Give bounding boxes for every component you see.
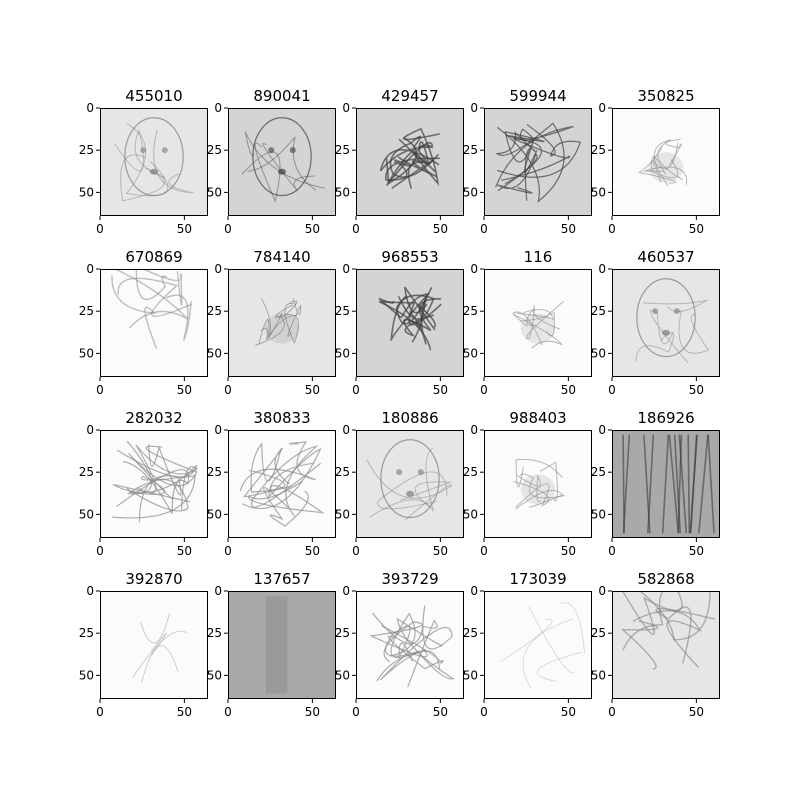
y-tick-label: 25	[334, 626, 350, 641]
y-tick-label: 50	[206, 668, 222, 683]
sketch-content	[266, 596, 288, 693]
x-tick-label: 0	[608, 383, 616, 397]
figure-shade	[521, 474, 556, 504]
y-tick-label: 0	[598, 423, 606, 437]
image-panel	[591, 87, 720, 236]
y-tick-label: 25	[590, 143, 606, 158]
panel-title: 599944	[509, 87, 567, 105]
x-tick-label: 50	[688, 705, 705, 719]
x-tick-label: 0	[224, 383, 232, 397]
image-cell	[356, 430, 464, 538]
image-panel	[463, 248, 592, 397]
y-tick-label: 0	[86, 423, 94, 437]
panel-title: 186926	[637, 409, 695, 427]
image-cell	[228, 430, 336, 538]
x-tick-label: 50	[560, 383, 577, 397]
y-tick-label: 50	[206, 346, 222, 361]
y-tick-label: 50	[334, 507, 350, 522]
y-tick-label: 25	[78, 626, 94, 641]
y-tick-label: 0	[598, 584, 606, 598]
x-tick-label: 50	[560, 544, 577, 558]
y-tick-label: 50	[590, 185, 606, 200]
x-tick-label: 50	[176, 544, 193, 558]
image-panel	[463, 570, 592, 719]
y-tick-label: 25	[78, 465, 94, 480]
y-tick-label: 0	[598, 262, 606, 276]
image-panel	[207, 570, 336, 719]
y-tick-label: 0	[214, 101, 222, 115]
y-tick-label: 25	[334, 143, 350, 158]
y-tick-label: 50	[590, 346, 606, 361]
x-tick-label: 50	[432, 383, 449, 397]
figure-shade	[265, 313, 300, 343]
y-tick-label: 50	[462, 185, 478, 200]
image-panel	[79, 409, 208, 558]
image-panel	[463, 87, 592, 236]
x-tick-label: 0	[352, 544, 360, 558]
image-panel	[591, 248, 720, 397]
x-tick-label: 0	[224, 544, 232, 558]
image-cell	[228, 108, 336, 216]
x-tick-label: 0	[224, 222, 232, 236]
y-tick-label: 50	[78, 185, 94, 200]
panel-title: 282032	[125, 409, 183, 427]
image-panel	[463, 409, 592, 558]
y-tick-label: 50	[206, 185, 222, 200]
y-tick-label: 0	[342, 101, 350, 115]
panel-title: 392870	[125, 570, 183, 588]
x-tick-label: 0	[352, 705, 360, 719]
y-tick-label: 25	[334, 465, 350, 480]
x-tick-label: 50	[688, 222, 705, 236]
x-tick-label: 50	[176, 222, 193, 236]
image-cell	[484, 108, 592, 216]
eye-mark	[396, 469, 402, 475]
y-tick-label: 0	[470, 584, 478, 598]
y-tick-label: 25	[78, 304, 94, 319]
image-cell	[356, 591, 464, 699]
x-tick-label: 50	[560, 705, 577, 719]
y-tick-label: 25	[334, 304, 350, 319]
y-tick-label: 50	[462, 346, 478, 361]
y-tick-label: 50	[334, 668, 350, 683]
panel-title: 429457	[381, 87, 439, 105]
panel-title: 455010	[125, 87, 183, 105]
y-tick-label: 0	[86, 584, 94, 598]
y-tick-label: 25	[206, 304, 222, 319]
image-panel	[335, 570, 464, 719]
x-tick-label: 0	[96, 383, 104, 397]
y-tick-label: 50	[334, 346, 350, 361]
y-tick-label: 0	[86, 262, 94, 276]
blur-band	[266, 596, 288, 693]
x-tick-label: 0	[480, 383, 488, 397]
eye-mark	[162, 147, 168, 153]
panel-title: 116	[523, 248, 553, 266]
panel-title: 173039	[509, 570, 567, 588]
x-tick-label: 50	[304, 222, 321, 236]
y-tick-label: 0	[214, 262, 222, 276]
image-panel	[207, 87, 336, 236]
y-tick-label: 0	[598, 101, 606, 115]
y-tick-label: 50	[334, 185, 350, 200]
image-panel	[591, 409, 720, 558]
x-tick-label: 50	[688, 544, 705, 558]
panel-title: 380833	[253, 409, 311, 427]
x-tick-label: 50	[304, 705, 321, 719]
y-tick-label: 0	[342, 262, 350, 276]
image-cell	[484, 591, 592, 699]
image-cell	[100, 591, 208, 699]
y-tick-label: 50	[590, 668, 606, 683]
panel-title: 393729	[381, 570, 439, 588]
image-panel	[79, 570, 208, 719]
x-tick-label: 50	[432, 544, 449, 558]
x-tick-label: 0	[480, 705, 488, 719]
figure-shade	[521, 313, 556, 343]
x-tick-label: 50	[176, 705, 193, 719]
y-tick-label: 0	[86, 101, 94, 115]
x-tick-label: 0	[608, 705, 616, 719]
x-tick-label: 50	[304, 544, 321, 558]
panel-title: 890041	[253, 87, 311, 105]
y-tick-label: 25	[462, 465, 478, 480]
image-cell	[612, 591, 720, 699]
y-tick-label: 50	[462, 507, 478, 522]
panel-title: 582868	[637, 570, 695, 588]
x-tick-label: 0	[96, 222, 104, 236]
y-tick-label: 50	[590, 507, 606, 522]
y-tick-label: 50	[78, 507, 94, 522]
x-tick-label: 50	[176, 383, 193, 397]
panel-title: 670869	[125, 248, 183, 266]
y-tick-label: 25	[206, 465, 222, 480]
image-panel	[335, 248, 464, 397]
y-tick-label: 25	[206, 143, 222, 158]
image-cell	[612, 269, 720, 377]
y-tick-label: 25	[78, 143, 94, 158]
y-tick-label: 25	[590, 304, 606, 319]
x-tick-label: 50	[688, 383, 705, 397]
x-tick-label: 0	[224, 705, 232, 719]
y-tick-label: 50	[462, 668, 478, 683]
y-tick-label: 0	[214, 423, 222, 437]
y-tick-label: 0	[342, 584, 350, 598]
image-cell	[356, 108, 464, 216]
panel-title: 137657	[253, 570, 311, 588]
y-tick-label: 0	[470, 101, 478, 115]
x-tick-label: 0	[352, 383, 360, 397]
image-panel	[591, 570, 720, 719]
x-tick-label: 0	[352, 222, 360, 236]
panel-title: 460537	[637, 248, 695, 266]
image-panel	[79, 248, 208, 397]
y-tick-label: 25	[462, 626, 478, 641]
x-tick-label: 0	[480, 544, 488, 558]
y-tick-label: 50	[78, 346, 94, 361]
y-tick-label: 25	[590, 465, 606, 480]
image-cell	[100, 269, 208, 377]
panel-title: 968553	[381, 248, 439, 266]
x-tick-label: 0	[96, 544, 104, 558]
panel-title: 350825	[637, 87, 695, 105]
image-panel	[79, 87, 208, 236]
y-tick-label: 50	[206, 507, 222, 522]
x-tick-label: 50	[304, 383, 321, 397]
y-tick-label: 0	[342, 423, 350, 437]
y-tick-label: 25	[462, 304, 478, 319]
y-tick-label: 25	[206, 626, 222, 641]
y-tick-label: 0	[470, 423, 478, 437]
y-tick-label: 50	[78, 668, 94, 683]
y-tick-label: 0	[470, 262, 478, 276]
y-tick-label: 25	[462, 143, 478, 158]
hair-stroke	[688, 435, 689, 532]
image-panel	[335, 87, 464, 236]
x-tick-label: 0	[96, 705, 104, 719]
figure-shade	[649, 152, 684, 182]
panel-title: 988403	[509, 409, 567, 427]
image-panel	[335, 409, 464, 558]
panel-title: 784140	[253, 248, 311, 266]
image-panel	[207, 248, 336, 397]
x-tick-label: 0	[608, 222, 616, 236]
image-panel	[207, 409, 336, 558]
x-tick-label: 50	[432, 705, 449, 719]
x-tick-label: 0	[480, 222, 488, 236]
y-tick-label: 0	[214, 584, 222, 598]
x-tick-label: 50	[432, 222, 449, 236]
panel-title: 180886	[381, 409, 439, 427]
x-tick-label: 0	[608, 544, 616, 558]
x-tick-label: 50	[560, 222, 577, 236]
y-tick-label: 25	[590, 626, 606, 641]
